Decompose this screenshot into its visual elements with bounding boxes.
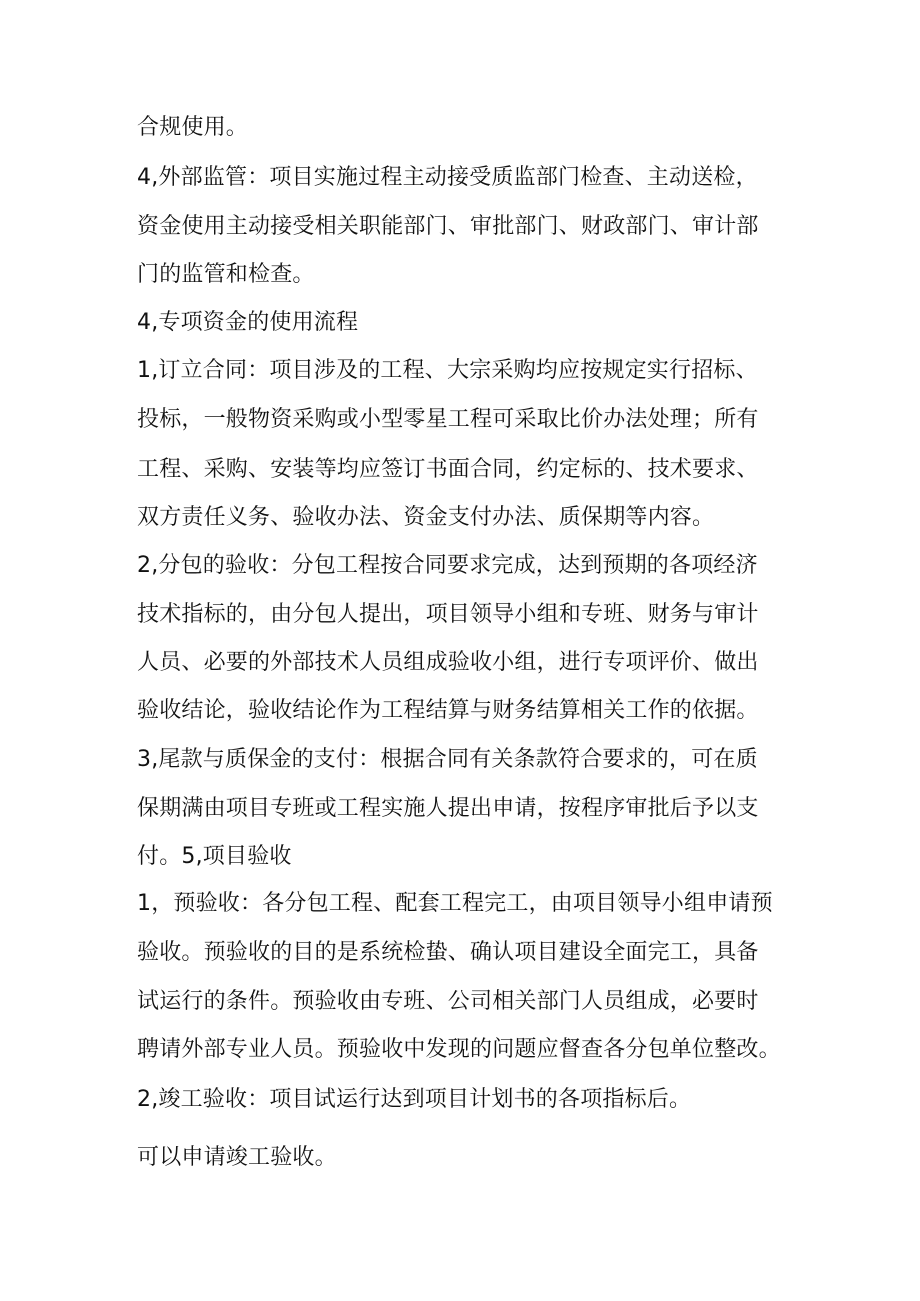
text-line: 2,分包的验收：分包工程按合同要求完成，达到预期的各项经济: [137, 553, 758, 578]
text-line: 双方责任义务、验收办法、资金支付办法、质保期等内容。: [137, 505, 715, 530]
text-line: 1，预验收：各分包工程、配套工程完工，由项目领导小组申请预: [137, 891, 773, 916]
text-line: 验收。预验收的目的是系统检蛰、确认项目建设全面完工，具备: [137, 940, 759, 965]
text-line: 门的监管和检查。: [137, 262, 315, 287]
text-line: 聘请外部专业人员。预验收中发现的问题应督查各分包单位整改。: [137, 1037, 781, 1062]
text-line: 1,订立合同：项目涉及的工程、大宗采购均应按规定实行招标、: [137, 358, 758, 383]
text-line: 工程、采购、安装等均应签订书面合同，约定标的、技术要求、: [137, 457, 759, 482]
text-line: 技术指标的，由分包人提出，项目领导小组和专班、财务与审计: [137, 602, 759, 627]
text-line: 人员、必要的外部技术人员组成验收小组，进行专项评价、做出: [137, 650, 759, 675]
text-line: 验收结论，验收结论作为工程结算与财务结算相关工作的依据。: [137, 698, 759, 723]
text-line: 4,外部监管：项目实施过程主动接受质监部门检查、主动送检，: [137, 165, 758, 190]
text-line: 3,尾款与质保金的支付：根据合同有关条款符合要求的，可在质: [137, 747, 758, 772]
text-line: 2,竣工验收：项目试运行达到项目计划书的各项指标后。: [137, 1087, 692, 1112]
text-line: 投标，一般物资采购或小型零星工程可采取比价办法处理；所有: [137, 407, 759, 432]
section-heading: 4,专项资金的使用流程: [137, 310, 359, 335]
text-line: 付。5,项目验收: [137, 844, 292, 869]
text-line: 可以申请竣工验收。: [137, 1145, 337, 1170]
text-line: 合规使用。: [137, 115, 249, 140]
text-line: 资金使用主动接受相关职能部门、审批部门、财政部门、审计部: [137, 214, 759, 239]
text-line: 试运行的条件。预验收由专班、公司相关部门人员组成，必要时: [137, 989, 759, 1014]
text-line: 保期满由项目专班或工程实施人提出申请，按程序审批后予以支: [137, 796, 759, 821]
